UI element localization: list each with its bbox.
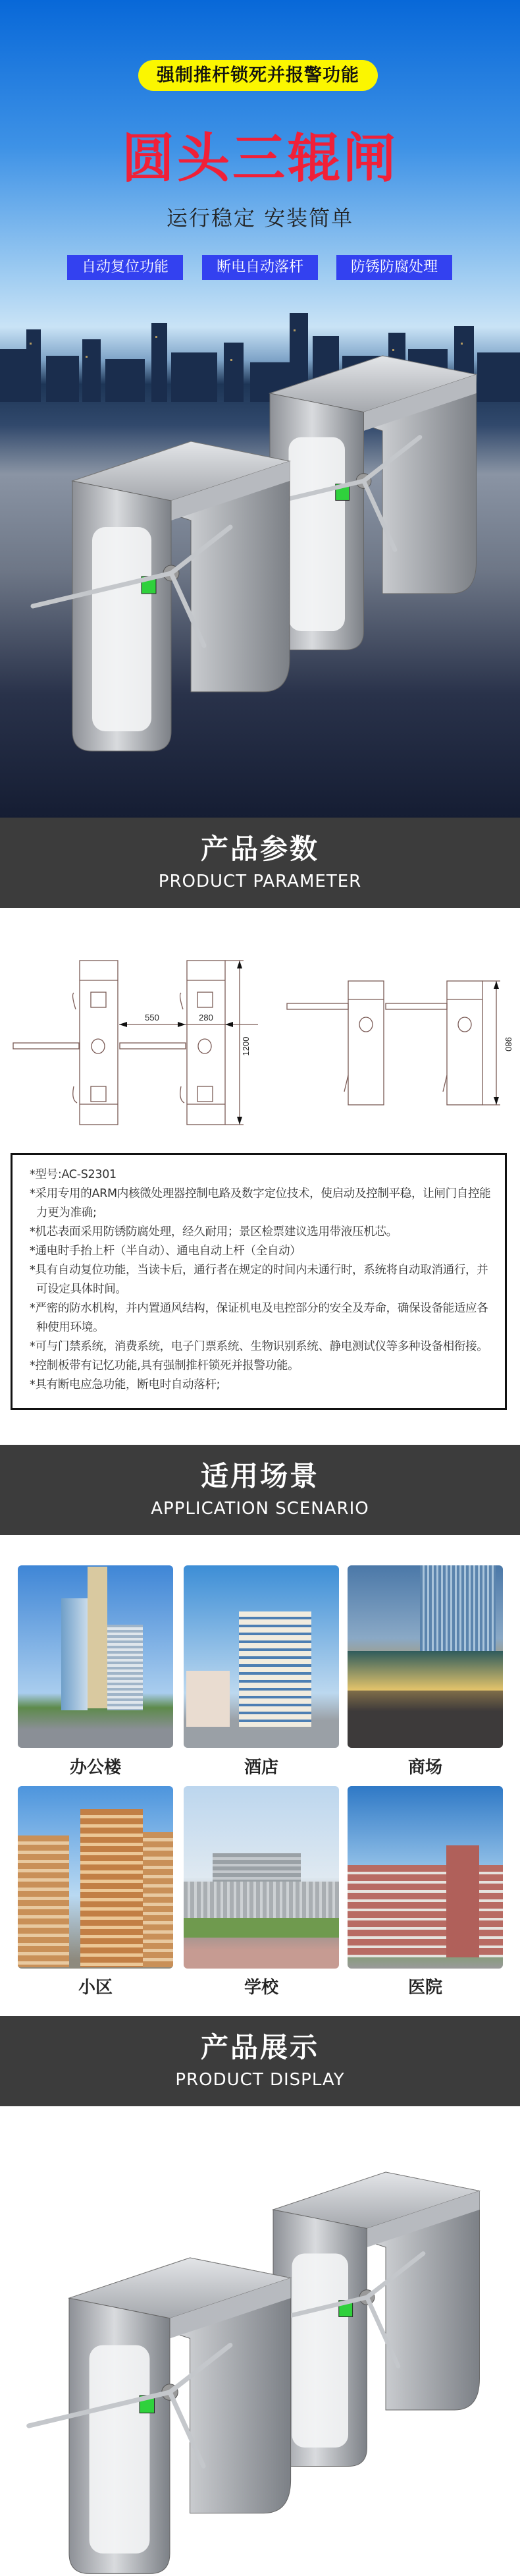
scene-image-hospital — [348, 1786, 503, 1969]
dimension-drawing — [0, 914, 520, 1138]
section-header-parameter — [0, 818, 520, 908]
scene-label: 办公楼 — [69, 1758, 121, 1778]
spec-item: *型号:AC-S2301 — [30, 1168, 117, 1181]
scene-image-hotel — [184, 1565, 339, 1748]
dimension-gap: 550 — [145, 1013, 159, 1022]
spec-item: *具有断电应急功能，断电时自动落杆; — [30, 1378, 221, 1391]
scene-image-school — [184, 1786, 339, 1969]
dimension-height-front: 1200 — [241, 1036, 251, 1056]
product-display-image — [0, 2106, 520, 2576]
scene-image-mall — [348, 1565, 503, 1748]
scene-label: 酒店 — [244, 1758, 278, 1778]
section-title-en: PRODUCT DISPLAY — [175, 2070, 345, 2090]
dimension-height-side: 980 — [504, 1037, 513, 1051]
spec-list — [11, 1153, 507, 1410]
spec-item: *控制板带有记忆功能,具有强制推杆锁死并报警功能。 — [30, 1359, 299, 1372]
spec-item: *严密的防水机构，并内置通风结构，保证机电及电控部分的安全及寿命，确保设备能适应各种使用环境。 — [30, 1302, 488, 1334]
scene-label: 学校 — [244, 1978, 278, 1998]
section-title-cn: 产品展示 — [200, 2031, 319, 2063]
scene-image-residence — [18, 1786, 173, 1969]
scene-label: 医院 — [407, 1978, 442, 1998]
section-header-display — [0, 2016, 520, 2106]
section-title-en: PRODUCT PARAMETER — [158, 872, 362, 891]
feature-tag: 断电自动落杆 — [202, 255, 318, 280]
feature-badge: 强制推杆锁死并报警功能 — [138, 60, 378, 91]
spec-item: *可与门禁系统，消费系统，电子门票系统、生物识别系统、静电测试仪等多种设备相衔接。 — [30, 1340, 488, 1353]
section-title-en: APPLICATION SCENARIO — [151, 1499, 369, 1519]
product-title: 圆头三辊闸 — [122, 128, 398, 189]
spec-item: *机芯表面采用防锈防腐处理，经久耐用；景区检票建议选用带液压机芯。 — [30, 1225, 398, 1239]
section-title-cn: 产品参数 — [200, 833, 319, 865]
hero-banner — [0, 0, 520, 818]
section-title-cn: 适用场景 — [200, 1460, 319, 1492]
turnstile-product-image — [0, 329, 520, 791]
scene-image-office — [18, 1565, 173, 1748]
feature-tag: 防锈防腐处理 — [336, 255, 452, 280]
spec-item: *具有自动复位功能，当读卡后，通行者在规定的时间内未通行时，系统将自动取消通行，并可设定具体时间。 — [30, 1264, 488, 1296]
scene-label: 商场 — [407, 1758, 442, 1778]
spec-item: *通电时手抬上杆（半自动）、通电自动上杆（全自动） — [30, 1245, 301, 1258]
dimension-width: 280 — [199, 1013, 213, 1022]
feature-tag: 自动复位功能 — [67, 255, 183, 280]
spec-item: *采用专用的ARM内核微处理器控制电路及数字定位技术，使启动及控制平稳，让闸门自控能力更为准确; — [30, 1187, 491, 1219]
scene-label: 小区 — [78, 1978, 113, 1998]
section-header-scenario — [0, 1445, 520, 1535]
product-subtitle: 运行稳定 安装简单 — [166, 206, 354, 231]
